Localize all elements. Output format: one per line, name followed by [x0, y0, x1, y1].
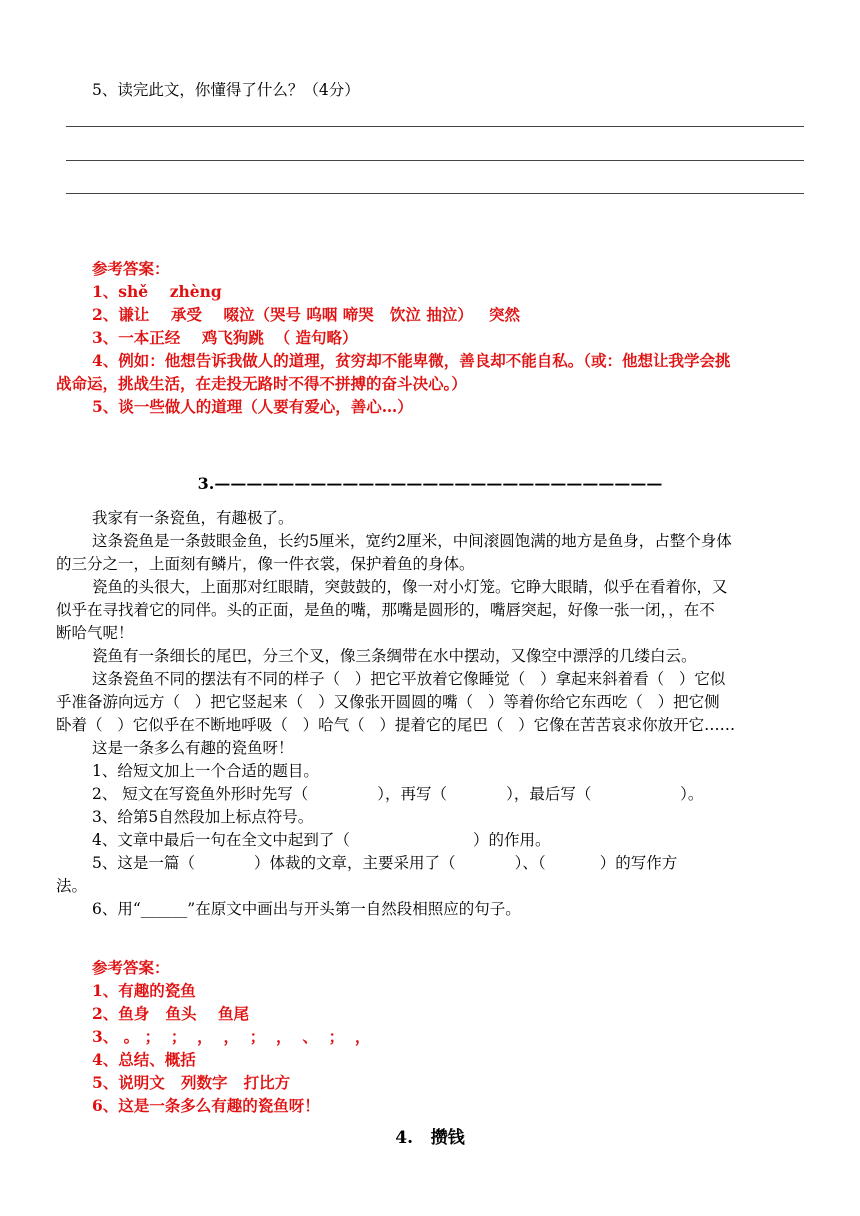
answer-line-text: 2、谦让 承受 啜泣（哭号 呜咽 啼哭 饮泣 抽泣） 突然 — [92, 305, 521, 324]
answer-title: 参考答案： — [92, 958, 170, 977]
passage-line: 我家有一条瓷鱼，有趣极了。 — [92, 509, 294, 527]
question-line: 4、文章中最后一句在全文中起到了（ ）的作用。 — [92, 831, 551, 849]
passage-line: 断哈气呢！ — [56, 624, 134, 642]
question-line: 5、这是一篇（ ）体裁的文章，主要采用了（ ）、（ ）的写作方 — [92, 854, 678, 872]
answer-line-text: 5、说明文 列数字 打比方 — [92, 1073, 291, 1092]
answer-line-text: 4、总结、概括 — [92, 1050, 196, 1069]
answer-line — [66, 193, 804, 194]
passage-line: 瓷鱼的头很大，上面那对红眼睛，突鼓鼓的，像一对小灯笼。它睁大眼睛，似乎在看着你，又 — [92, 578, 728, 596]
section-4-heading: 4. 攒钱 — [395, 1128, 465, 1148]
question-line: 6、用“______”在原文中画出与开头第一自然段相照应的句子。 — [92, 900, 521, 918]
answer-title: 参考答案： — [92, 259, 170, 278]
passage-line: 似乎在寻找着它的同伴。头的正面，是鱼的嘴，那嘴是圆形的，嘴唇突起，好像一张一闭，，在不 — [56, 601, 715, 619]
passage-line: 这是一条多么有趣的瓷鱼呀！ — [92, 739, 294, 757]
answer-line-text: 3、 。 ； ； ， ， ； ， 、 ； ， — [92, 1027, 371, 1046]
question-line: 2、 短文在写瓷鱼外形时先写（ ），再写（ ），最后写（ ）。 — [92, 785, 704, 803]
answer-line-text: 2、鱼身 鱼头 鱼尾 — [92, 1004, 250, 1023]
question-line: 1、给短文加上一个合适的题目。 — [92, 762, 319, 780]
answer-line-text: 4、例如：他想告诉我做人的道理，贫穷却不能卑微，善良却不能自私。（或：他想让我学会挑 — [92, 351, 731, 370]
question-line: 3、给第5自然段加上标点符号。 — [92, 808, 314, 826]
passage-line: 乎准备游向远方（ ）把它竖起来（ ）又像张开圆圆的嘴（ ）等着你给它东西吃（ ）把它侧 — [56, 693, 720, 711]
answer-line-text: 1、shě zhèng — [92, 282, 222, 301]
answer-line-text: 5、谈一些做人的道理（人要有爱心，善心…） — [92, 397, 413, 416]
question-line: 法。 — [56, 877, 88, 895]
passage-line: 瓷鱼有一条细长的尾巴，分三个叉，像三条绸带在水中摆动，又像空中漂浮的几缕白云。 — [92, 647, 697, 665]
answer-line-text: 6、这是一条多么有趣的瓷鱼呀！ — [92, 1096, 320, 1115]
answer-line-text: 战命运，挑战生活，在走投无路时不得不拼搏的奋斗决心。） — [56, 374, 467, 393]
passage-line: 卧着（ ）它似乎在不断地呼吸（ ）哈气（ ）提着它的尾巴（ ）它像在苦苦哀求你放开它…… — [56, 716, 736, 734]
answer-line-text: 3、一本正经 鸡飞狗跳 （ 造句略） — [92, 328, 358, 347]
answer-line — [66, 160, 804, 161]
answer-line — [66, 126, 804, 127]
passage-line: 这条瓷鱼是一条鼓眼金鱼，长约5厘米，宽约2厘米，中间滚圆饱满的地方是鱼身，占整个身体 — [92, 532, 732, 550]
question-5: 5、读完此文，你懂得了什么？（4分） — [92, 81, 360, 99]
passage-line: 的三分之一，上面刻有鳞片，像一件衣裳，保护着鱼的身体。 — [56, 555, 475, 573]
passage-line: 这条瓷鱼不同的摆法有不同的样子（ ）把它平放着它像睡觉（ ）拿起来斜着看（ ）它似 — [92, 670, 726, 688]
answer-line-text: 1、有趣的瓷鱼 — [92, 981, 196, 1000]
section-3-heading: 3.———————————————————————————— — [197, 474, 663, 493]
